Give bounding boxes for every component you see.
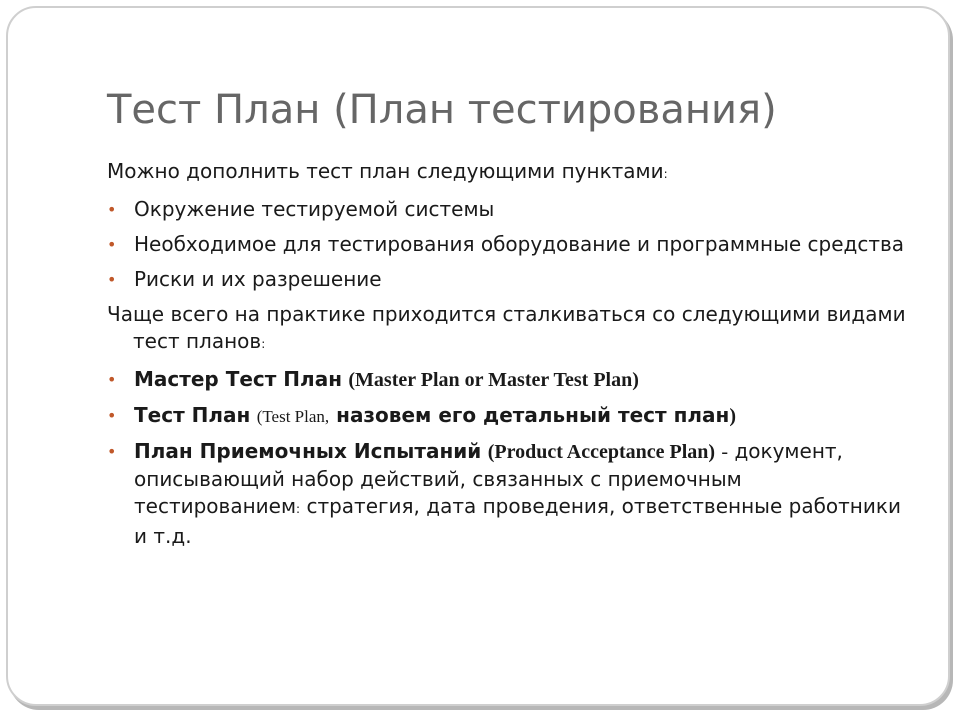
intro-paragraph-2 bbox=[107, 301, 907, 358]
plan-close-paren: ) bbox=[729, 405, 737, 427]
list-item bbox=[107, 266, 907, 293]
list-item-text: Необходимое для тестирования оборудование и программные средства bbox=[134, 232, 905, 256]
plan-dash: - bbox=[721, 441, 729, 463]
plan-name-test: Тест План bbox=[134, 403, 251, 427]
list-item-text: Окружение тестируемой системы bbox=[134, 197, 495, 221]
bullet-list-1 bbox=[107, 196, 907, 293]
bullet-list-2 bbox=[107, 366, 907, 550]
plan-name-master: Мастер Тест План bbox=[134, 367, 343, 391]
list-item bbox=[107, 366, 907, 394]
intro-1-colon: : bbox=[663, 167, 668, 181]
plan-name-acceptance: План Приемочных Испытаний bbox=[134, 439, 482, 463]
bullet-dot-icon: • bbox=[107, 370, 117, 389]
bullet-dot-icon: • bbox=[107, 406, 117, 425]
bullet-dot-icon: • bbox=[107, 200, 117, 219]
plan-english-test: (Test Plan, bbox=[256, 407, 330, 426]
plan-english-acceptance: (Product Acceptance Plan) bbox=[487, 441, 716, 463]
bullet-dot-icon: • bbox=[107, 442, 117, 461]
bullet-dot-icon: • bbox=[107, 235, 117, 254]
list-item bbox=[107, 231, 907, 258]
list-item bbox=[107, 438, 907, 550]
plan-description-rest: стратегия, дата проведения, ответственные работники и т.д. bbox=[134, 494, 901, 548]
list-item-text: Риски и их разрешение bbox=[134, 267, 382, 291]
list-item bbox=[107, 196, 907, 223]
plan-description: документ, описывающий набор действий, связанных с приемочным тестированием bbox=[134, 439, 843, 518]
bullet-dot-icon: • bbox=[107, 270, 117, 289]
plan-detail-test: назовем его детальный тест план bbox=[329, 403, 730, 427]
intro-2-colon: : bbox=[261, 337, 266, 351]
slide-body bbox=[107, 158, 907, 558]
plan-description-colon: : bbox=[296, 502, 301, 516]
intro-1-text: Можно дополнить тест план следующими пунктами bbox=[107, 159, 664, 183]
plan-english-master: (Master Plan or Master Test Plan) bbox=[348, 369, 639, 391]
intro-2-text: Чаще всего на практике приходится сталкиваться со следующими видами тест планов bbox=[107, 302, 906, 353]
intro-paragraph-1 bbox=[107, 158, 907, 188]
slide-title: Тест План (План тестирования) bbox=[107, 87, 777, 133]
list-item bbox=[107, 402, 907, 430]
